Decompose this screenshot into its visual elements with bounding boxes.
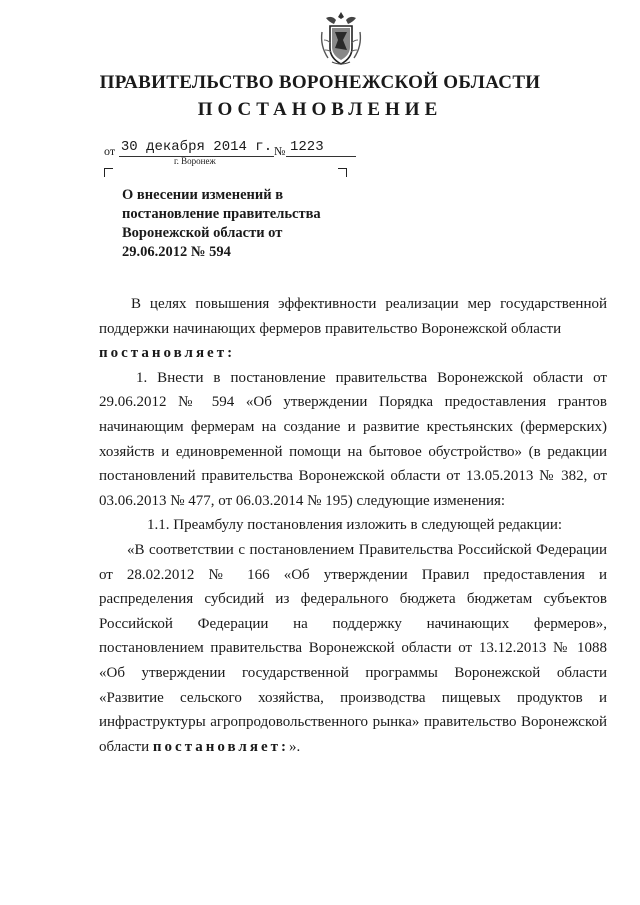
corner-mark-left <box>104 168 113 177</box>
subject-line: О внесении изменений в <box>122 187 284 203</box>
document-type-title: ПОСТАНОВЛЕНИЕ <box>197 99 443 120</box>
quote-end: ». <box>288 738 301 755</box>
quote-paragraph <box>99 538 607 759</box>
quote-text: «В соответствии с постановлением Правительства Российской Федерации от 28.02.2012 № 166 «Об утверждении Правил предоставления и распределения субсидий из федерального бюджета бюджетам субъектов Российской Федерации на поддержку начинающих фермеров», постановлением правительства Воронежской области от 13.12.2013 № 1088 «Об утверждении государственной программы Воронежской области «Развитие сельского хозяйства, производства пищевых продуктов и инфраструктуры агропродовольственного рынка» правительство Воронежской области <box>99 541 607 755</box>
subject-line: 29.06.2012 № 594 <box>122 244 231 260</box>
number-label: № <box>274 144 286 158</box>
subject-line: постановление правительства <box>122 206 321 222</box>
document-date: 30 декабря 2014 г. <box>120 139 273 155</box>
quote-resolves-word: постановляет: <box>152 738 289 755</box>
coat-of-arms-icon <box>318 10 364 68</box>
resolves-word: постановляет: <box>99 345 236 362</box>
subject-line: Воронежской области от <box>122 225 283 241</box>
document-subject <box>122 186 362 262</box>
item-1-1-paragraph: 1.1. Преамбулу постановления изложить в следующей редакции: <box>147 517 563 534</box>
preamble-paragraph <box>99 292 607 366</box>
preamble-text: В целях повышения эффективности реализации мер государственной поддержки начинающих фермеров правительство Воронежской области <box>99 296 607 337</box>
document-city: г. Воронеж <box>174 156 216 166</box>
organization-title: ПРАВИТЕЛЬСТВО ВОРОНЕЖСКОЙ ОБЛАСТИ <box>99 72 541 93</box>
date-from-label: от <box>104 144 116 158</box>
corner-mark-right <box>338 168 347 177</box>
document-date-number-row <box>104 138 364 160</box>
document-number: 1223 <box>286 138 356 157</box>
item-1-paragraph: 1. Внести в постановление правительства Воронежской области от 29.06.2012 № 594 «Об утверждении Порядка предоставления грантов начинающим фермерам на создание и развитие крестьянских (фермерских) хозяйств и единовременной помощи на бытовое обустройство» (в редакции постановлений правительства Воронежской области от 13.05.2013 № 382, от 03.06.2013 № 477, от 06.03.2014 № 195) следующие изменения: <box>99 369 607 509</box>
document-body <box>99 292 607 759</box>
